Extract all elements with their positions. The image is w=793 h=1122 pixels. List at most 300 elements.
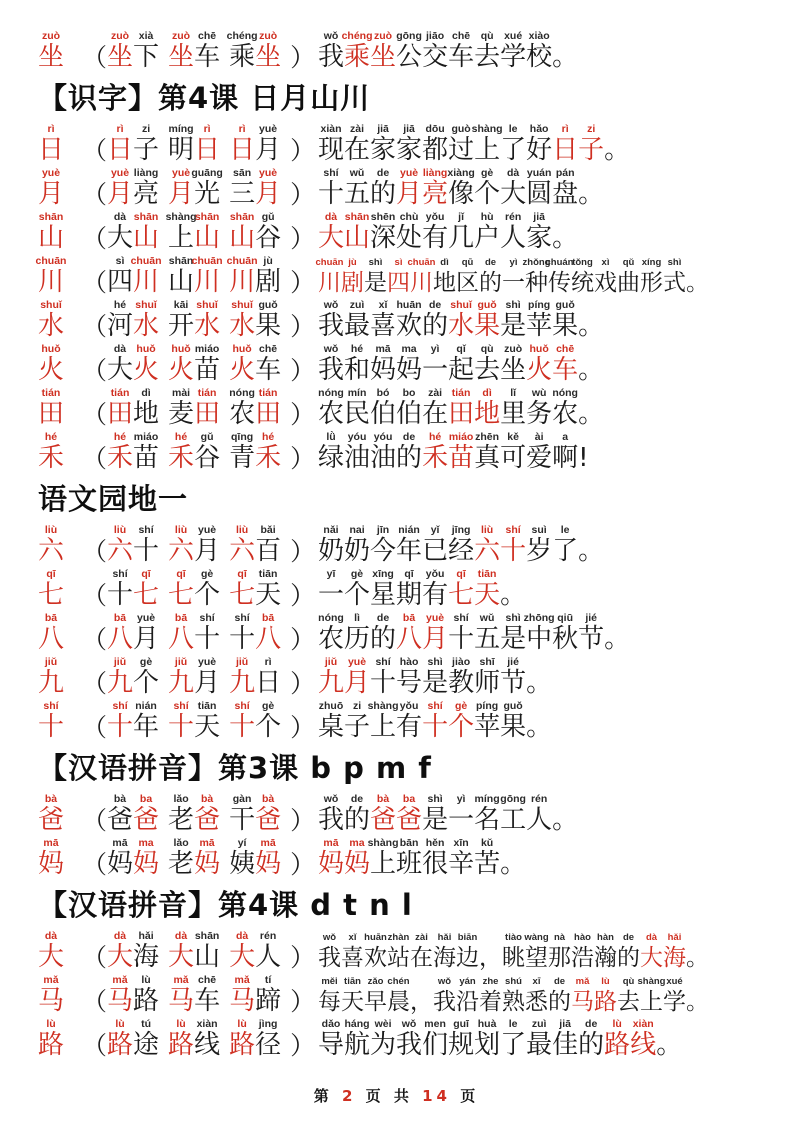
hanzi-unit (396, 700, 422, 742)
hanzi-unit (396, 568, 422, 610)
pinyin: lì (354, 612, 360, 624)
word (229, 974, 281, 1016)
pinyin: jīng (451, 524, 471, 536)
character-entry (38, 30, 777, 72)
lead-character (38, 299, 82, 341)
pinyin: wǒ (437, 976, 452, 987)
hanzi-unit (229, 431, 255, 473)
hanzi: 月 (107, 179, 134, 209)
hanzi-unit (526, 524, 552, 566)
hanzi-unit (194, 700, 220, 742)
hanzi: 苗 (448, 443, 475, 473)
pinyin: shān (344, 211, 370, 223)
hanzi-unit (107, 612, 133, 654)
pinyin: tián (451, 387, 471, 399)
word (168, 1018, 220, 1060)
pinyin: gàn (232, 793, 252, 805)
hanzi: 爸 (107, 805, 134, 835)
pinyin: rì (116, 123, 124, 135)
hanzi-unit (526, 30, 552, 72)
example-sentence (318, 568, 777, 610)
hanzi: 田 (255, 399, 282, 429)
hanzi: 日 (107, 135, 134, 165)
word (107, 793, 159, 835)
pinyin: biān (457, 932, 478, 943)
example-sentence (315, 256, 777, 297)
pinyin: nián (135, 700, 157, 712)
word-list (82, 700, 318, 742)
pinyin: zài (428, 387, 443, 399)
hanzi-unit (255, 431, 281, 473)
hanzi-unit (396, 299, 422, 341)
footer-text: 页 (450, 1087, 480, 1105)
pinyin: lù (237, 1018, 247, 1030)
hanzi: 是 (500, 311, 527, 341)
word (168, 837, 220, 879)
hanzi: 年 (133, 712, 160, 742)
hanzi: 很 (422, 849, 449, 879)
hanzi-unit (194, 568, 220, 610)
word (107, 431, 159, 473)
hanzi-unit (422, 524, 448, 566)
close-paren-text: ） (290, 713, 316, 742)
hanzi-unit (500, 568, 526, 610)
hanzi-unit (422, 343, 448, 385)
hanzi-unit (396, 837, 422, 879)
hanzi: 我 (318, 945, 341, 971)
hanzi-unit (229, 211, 255, 253)
hanzi: 大 (640, 945, 663, 971)
word (168, 974, 220, 1016)
hanzi-unit (255, 167, 281, 209)
hanzi: 里 (500, 399, 527, 429)
hanzi-unit (229, 930, 255, 972)
hanzi: 六 (38, 536, 65, 566)
hanzi: 妈 (344, 849, 371, 879)
pinyin: chuān (35, 255, 67, 267)
hanzi: 坐 (370, 42, 397, 72)
pinyin: qù (622, 976, 635, 987)
hanzi-unit (318, 123, 344, 165)
hanzi-unit (194, 524, 220, 566)
hanzi-unit (168, 343, 194, 385)
hanzi-unit (38, 167, 64, 209)
hanzi-unit (38, 123, 64, 165)
hanzi: 的 (617, 945, 640, 971)
hanzi-unit (448, 612, 474, 654)
pinyin: mā (43, 837, 59, 849)
pinyin: dà (324, 211, 338, 223)
hanzi-unit (548, 931, 571, 972)
word (168, 167, 223, 209)
hanzi-unit (526, 123, 552, 165)
word (168, 30, 220, 72)
pinyin: chéng (226, 30, 258, 42)
hanzi: 年 (396, 536, 423, 566)
pinyin: lù (601, 976, 610, 987)
pinyin: yì (430, 343, 440, 355)
hanzi-unit (422, 568, 448, 610)
hanzi: 大 (168, 942, 195, 972)
hanzi: 八 (38, 624, 65, 654)
hanzi-unit (226, 255, 258, 297)
hanzi-unit (578, 343, 604, 385)
hanzi: 大 (107, 223, 134, 253)
word (168, 700, 220, 742)
hanzi-unit (500, 387, 526, 429)
pinyin: bā (402, 612, 416, 624)
hanzi: 路 (229, 1030, 256, 1060)
pinyin: chuān (315, 257, 344, 268)
hanzi: 家 (396, 135, 423, 165)
hanzi-unit (552, 123, 578, 165)
hanzi-unit (545, 256, 574, 297)
pinyin: rì (264, 656, 272, 668)
hanzi-unit (433, 256, 456, 297)
pinyin: bà (261, 793, 275, 805)
hanzi: 山 (194, 942, 221, 972)
hanzi-unit (38, 568, 64, 610)
hanzi-unit (344, 524, 370, 566)
hanzi: 月 (133, 624, 160, 654)
pinyin: guǒ (503, 700, 523, 712)
word (168, 524, 220, 566)
hanzi-unit (255, 1018, 281, 1060)
hanzi: 海 (663, 945, 686, 971)
hanzi: 盘 (552, 179, 579, 209)
pinyin: zhe (482, 976, 499, 987)
hanzi-unit (552, 30, 578, 72)
pinyin: mín (347, 387, 367, 399)
pinyin: yī (326, 568, 336, 580)
pinyin: měi (321, 976, 338, 987)
hanzi-unit (344, 211, 370, 253)
hanzi: 川 (133, 267, 160, 297)
hanzi-unit (107, 123, 133, 165)
pinyin: wǒ (322, 932, 337, 943)
hanzi: 喜 (341, 945, 364, 971)
pinyin: mǎ (43, 974, 59, 986)
hanzi: 几 (448, 223, 475, 253)
hanzi-unit (191, 255, 223, 297)
pinyin: ma (349, 837, 365, 849)
character-entry (38, 431, 777, 473)
hanzi: 规 (448, 1030, 475, 1060)
pinyin: xué (504, 30, 523, 42)
hanzi: 山 (168, 267, 195, 297)
hanzi-unit (107, 930, 133, 972)
pinyin: wǒ (323, 299, 339, 311)
hanzi-unit (255, 656, 281, 698)
hanzi-unit (422, 211, 448, 253)
pinyin: chéng (341, 30, 373, 42)
hanzi: 八 (396, 624, 423, 654)
pinyin: zuì (349, 299, 365, 311)
hanzi-unit (448, 431, 474, 473)
hanzi-unit (168, 431, 194, 473)
hanzi-unit (133, 123, 159, 165)
hanzi-unit (107, 255, 133, 297)
hanzi-unit (344, 700, 370, 742)
hanzi-unit (500, 612, 526, 654)
hanzi: 家 (370, 135, 397, 165)
word (229, 612, 281, 654)
open-paren-text: （ (82, 356, 108, 385)
hanzi-unit (133, 167, 159, 209)
character-entry (38, 167, 777, 209)
hanzi-unit (604, 612, 630, 654)
word-list (82, 30, 318, 72)
pinyin: shān (194, 930, 220, 942)
pinyin: hǎi (667, 932, 682, 943)
hanzi: 了 (500, 1030, 527, 1060)
pinyin: zi (587, 123, 596, 135)
word (107, 612, 159, 654)
pinyin: huān (364, 932, 387, 943)
hanzi-unit (604, 123, 630, 165)
hanzi-unit (229, 612, 255, 654)
hanzi: 干 (229, 805, 256, 835)
hanzi-unit (107, 700, 133, 742)
pinyin: yǐ (430, 524, 440, 536)
hanzi-unit (396, 1018, 422, 1060)
open-paren-text: （ (82, 400, 108, 429)
hanzi-unit (407, 256, 436, 297)
pinyin: yuè (259, 167, 278, 179)
hanzi: 六 (229, 536, 256, 566)
hanzi: 苦 (474, 849, 501, 879)
hanzi: 山 (229, 223, 256, 253)
hanzi: 早 (364, 989, 387, 1015)
hanzi-unit (526, 431, 552, 473)
pinyin: xià (138, 30, 154, 42)
hanzi: 一 (318, 580, 345, 610)
hanzi: 我 (318, 311, 345, 341)
hanzi-unit (370, 793, 396, 835)
pinyin: bā (174, 612, 188, 624)
pinyin: tián (258, 387, 278, 399)
pinyin: yuè (136, 612, 156, 624)
pinyin: shēn (370, 211, 396, 223)
hanzi-unit (396, 343, 422, 385)
hanzi: 的 (422, 311, 449, 341)
hanzi-unit (38, 431, 64, 473)
hanzi-unit (500, 167, 526, 209)
word-list (82, 123, 318, 165)
hanzi: 路 (107, 1030, 134, 1060)
hanzi-unit (594, 975, 617, 1016)
hanzi: 交 (422, 42, 449, 72)
open-paren-text: （ (82, 713, 108, 742)
hanzi-unit (474, 387, 500, 429)
pinyin: shí (234, 700, 250, 712)
hanzi: 车 (448, 42, 475, 72)
close-paren-text: ） (290, 669, 316, 698)
footer-text: 第 (313, 1087, 342, 1105)
hanzi-unit (229, 123, 255, 165)
pinyin: kě (507, 431, 519, 443)
hanzi-unit (168, 299, 194, 341)
hanzi-unit (474, 30, 500, 72)
word (107, 255, 162, 297)
hanzi: 马 (168, 986, 195, 1016)
hanzi-unit (194, 343, 220, 385)
hanzi: 日 (552, 135, 579, 165)
hanzi-unit (526, 387, 552, 429)
hanzi-unit (500, 524, 526, 566)
hanzi-unit (370, 343, 396, 385)
pinyin: yuè (41, 167, 61, 179)
pinyin: shuǐ (135, 299, 157, 311)
hanzi: 十 (107, 712, 134, 742)
pinyin: rì (238, 123, 246, 135)
lead-character (38, 524, 82, 566)
pinyin: huǒ (232, 343, 252, 355)
character-entry (38, 387, 777, 429)
pinyin: zuò (41, 30, 61, 42)
hanzi: 在 (344, 135, 371, 165)
hanzi: 地 (474, 399, 501, 429)
hanzi: 路 (594, 989, 617, 1015)
hanzi-unit (107, 387, 133, 429)
hanzi-unit (500, 837, 526, 879)
hanzi: 上 (640, 989, 663, 1015)
pinyin: tú (141, 1018, 151, 1030)
word (107, 700, 159, 742)
pinyin: kǔ (480, 837, 494, 849)
hanzi: 每 (318, 989, 341, 1015)
hanzi-unit (448, 387, 474, 429)
hanzi-unit (474, 793, 500, 835)
pinyin: de (585, 1018, 598, 1030)
hanzi: 好 (526, 135, 553, 165)
hanzi-unit (107, 656, 133, 698)
pinyin: huān (396, 299, 422, 311)
hanzi-unit (637, 975, 666, 1016)
hanzi-unit (133, 1018, 159, 1060)
hanzi: 中 (526, 624, 553, 654)
hanzi: 坐 (500, 355, 527, 385)
hanzi: 十 (107, 580, 134, 610)
word (229, 700, 281, 742)
hanzi-unit (229, 656, 255, 698)
pinyin: sì (394, 257, 403, 268)
word-list (82, 656, 318, 698)
hanzi: 期 (396, 580, 423, 610)
word-list (82, 974, 318, 1016)
pinyin: de (350, 793, 364, 805)
pinyin: mǎ (173, 974, 189, 986)
word-list (82, 343, 318, 385)
hanzi-unit (38, 793, 64, 835)
pinyin: xué (666, 976, 683, 987)
pinyin: tiān (477, 568, 497, 580)
pinyin: chù (399, 211, 419, 223)
hanzi: 火 (526, 355, 553, 385)
lead-character (38, 30, 82, 72)
pinyin: shí (375, 656, 391, 668)
hanzi-unit (370, 568, 396, 610)
pinyin: jiāo (426, 30, 445, 42)
hanzi: 三 (229, 179, 256, 209)
hanzi: 日 (229, 135, 256, 165)
hanzi: 一 (448, 805, 475, 835)
hanzi-unit (396, 793, 422, 835)
pinyin: zhuō (318, 700, 344, 712)
hanzi: 亮 (133, 179, 160, 209)
hanzi: 最 (526, 1030, 553, 1060)
pinyin: guī (453, 1018, 469, 1030)
word (229, 568, 281, 610)
hanzi-unit (344, 837, 370, 879)
pinyin: miáo (448, 431, 474, 443)
hanzi-unit (38, 524, 64, 566)
pinyin: chuān (226, 255, 258, 267)
hanzi-unit (526, 793, 552, 835)
pinyin: shì (505, 299, 521, 311)
hanzi: 的 (370, 179, 397, 209)
hanzi-unit (341, 931, 364, 972)
pinyin: qū (461, 257, 474, 268)
hanzi: 过 (448, 135, 475, 165)
hanzi: 一 (502, 270, 525, 296)
word-list (82, 299, 318, 341)
hanzi: 天 (194, 712, 221, 742)
hanzi-unit (552, 211, 578, 253)
hanzi: 节 (500, 668, 527, 698)
word (107, 837, 159, 879)
hanzi-unit (474, 656, 500, 698)
hanzi-unit (422, 700, 448, 742)
character-entry (35, 255, 777, 297)
pinyin: gōng (396, 30, 422, 42)
hanzi-unit (344, 656, 370, 698)
hanzi-unit (396, 211, 422, 253)
pinyin: hé (113, 299, 127, 311)
hanzi-unit (422, 123, 448, 165)
hanzi: 亮 (422, 179, 449, 209)
word (229, 1018, 281, 1060)
hanzi-unit (500, 1018, 526, 1060)
pinyin: wǒ (323, 793, 339, 805)
hanzi-unit (526, 700, 552, 742)
close-paren-text: ） (290, 943, 316, 972)
hanzi: 川 (410, 270, 433, 296)
hanzi-unit (578, 299, 604, 341)
close-paren-text: ） (290, 400, 316, 429)
hanzi: 七 (133, 580, 160, 610)
word (168, 793, 220, 835)
hanzi-unit (229, 343, 255, 385)
hanzi-unit (578, 167, 604, 209)
pinyin: chén (387, 976, 410, 987)
hanzi: 深 (370, 223, 397, 253)
pinyin: liàng (422, 167, 448, 179)
hanzi: 月 (168, 179, 195, 209)
hanzi-unit (133, 930, 159, 972)
open-paren-text: （ (82, 581, 108, 610)
hanzi: 航 (344, 1030, 371, 1060)
pinyin: jīn (376, 524, 390, 536)
hanzi: 天 (474, 580, 501, 610)
hanzi-unit (38, 211, 64, 253)
hanzi-unit (422, 30, 448, 72)
hanzi: 乘 (229, 42, 256, 72)
character-entry (38, 1018, 777, 1060)
pinyin: hǎo (529, 123, 549, 135)
hanzi: 人 (500, 223, 527, 253)
close-paren-text: ） (290, 180, 316, 209)
